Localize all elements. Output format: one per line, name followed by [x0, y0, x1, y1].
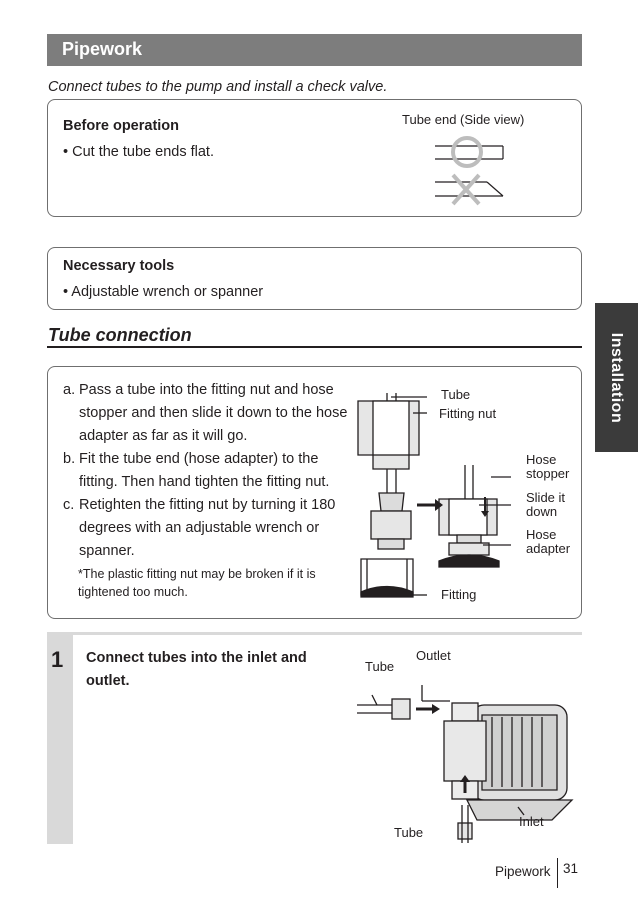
tube-end-label: Tube end (Side view) — [402, 112, 525, 127]
footer-section-label: Pipework — [495, 864, 551, 879]
step-b — [63, 448, 353, 494]
section-header — [47, 34, 582, 66]
step-1-text: Connect tubes into the inlet and outlet. — [86, 650, 307, 689]
page-number: 31 — [563, 861, 579, 876]
label-outlet: Outlet — [416, 648, 451, 663]
label-fitting: Fitting — [441, 587, 477, 602]
label-tube-top: Tube — [365, 659, 395, 674]
tube-end-diagram — [433, 132, 508, 210]
step-1-band — [47, 632, 582, 844]
slanted-cut-tube-figure — [435, 175, 503, 204]
label-fitting-nut: Fitting nut — [439, 406, 497, 421]
label-slide-down: Slide it down — [526, 490, 566, 519]
tube-connection-steps — [63, 379, 353, 563]
caution-note: *The plastic fitting nut may be broken if it is tightened too much. — [78, 567, 316, 599]
label-hose-stopper: Hose stopper — [526, 452, 570, 481]
label-hose-adapter: Hose adapter — [526, 527, 571, 556]
side-tab — [595, 303, 638, 452]
step-text: Retighten the fitting nut by turning it 180 degrees with an adjustable wrench or spanner. — [79, 497, 336, 559]
before-operation-box — [47, 99, 582, 217]
arrow-right-icon — [416, 704, 440, 714]
step-letter: c. — [63, 497, 75, 513]
tube-connection-box — [47, 366, 582, 619]
step-letter: b. — [63, 451, 76, 467]
before-operation-bullet: • Cut the tube ends flat. — [63, 144, 214, 160]
step-number: 1 — [51, 647, 64, 672]
heading-rule — [47, 346, 582, 348]
intro-text: Connect tubes to the pump and install a check valve. — [48, 79, 388, 95]
step-number-column — [47, 635, 73, 844]
tube-connection-title: Tube connection — [48, 325, 192, 345]
side-tab-label: Installation — [608, 332, 625, 424]
necessary-tools-title: Necessary tools — [63, 258, 175, 274]
footer-separator — [557, 858, 558, 888]
pump-diagram — [352, 665, 582, 845]
step-a — [63, 379, 353, 448]
step-text: Fit the tube end (hose adapter) to the fitting. Then hand tighten the fitting nut. — [79, 451, 330, 490]
step-text: Pass a tube into the fitting nut and hose stopper and then slide it down to the hose adapter as far as it will go. — [79, 382, 348, 444]
necessary-tools-bullet: • Adjustable wrench or spanner — [63, 284, 264, 300]
before-operation-title: Before operation — [63, 118, 180, 134]
label-tube-bottom: Tube — [394, 825, 424, 840]
section-title: Pipework — [62, 39, 143, 59]
step-c — [63, 494, 353, 563]
label-tube: Tube — [441, 387, 471, 402]
incorrect-cross-icon — [453, 175, 479, 204]
flat-cut-tube-figure — [435, 138, 503, 166]
correct-circle-icon — [453, 138, 481, 166]
label-inlet: Inlet — [519, 814, 544, 829]
necessary-tools-box — [47, 247, 582, 310]
step-letter: a. — [63, 382, 76, 398]
